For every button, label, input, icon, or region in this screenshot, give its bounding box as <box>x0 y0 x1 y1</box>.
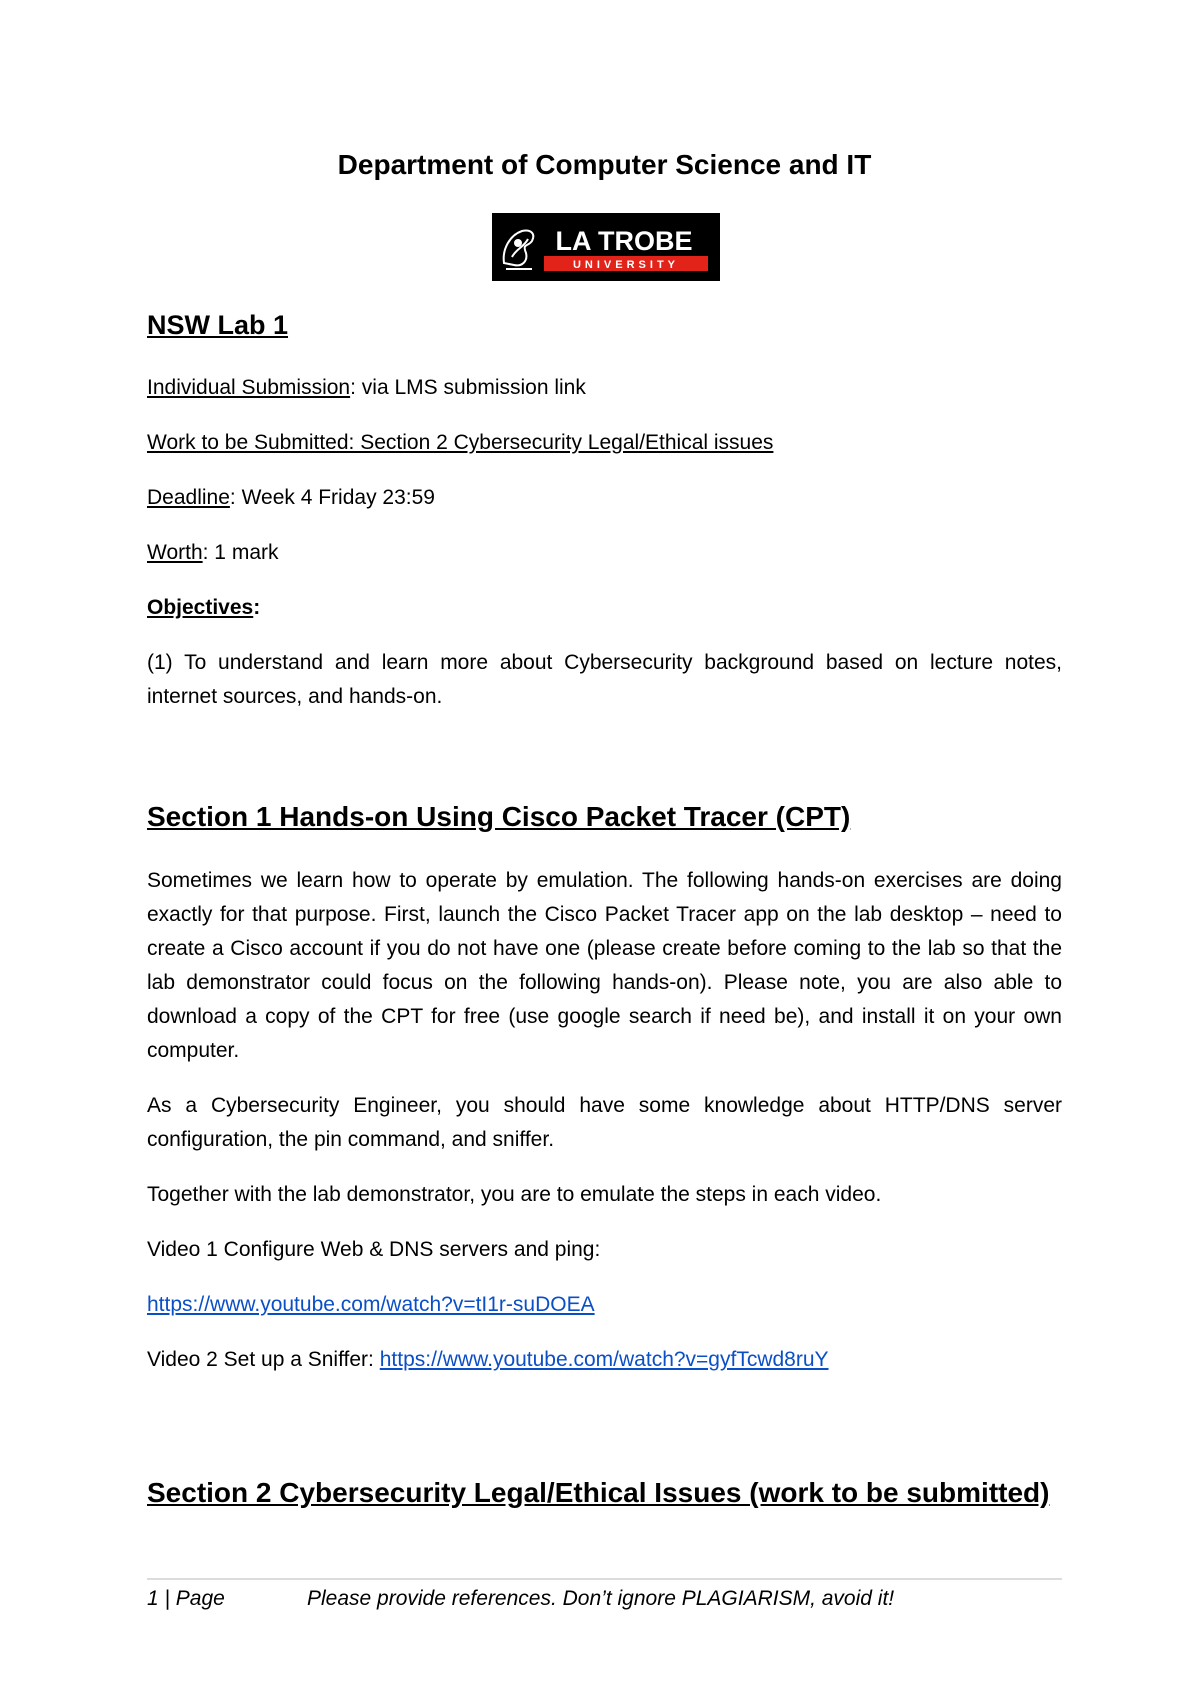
deadline-label: Deadline <box>147 486 230 509</box>
department-title: Department of Computer Science and IT <box>337 149 872 180</box>
logo-graphic <box>492 213 720 281</box>
submission-label: Individual Submission <box>147 376 351 399</box>
objectives-colon: : <box>253 596 261 619</box>
worth-line <box>147 536 1062 570</box>
section1-heading-line <box>147 800 1062 837</box>
lab-title-line <box>147 308 1062 345</box>
worth-value: : 1 mark <box>202 541 279 564</box>
work-line <box>147 426 1062 460</box>
footer-divider <box>147 1578 1062 1580</box>
video2-link[interactable]: https://www.youtube.com/watch?v=gyfTcwd8ruY <box>379 1348 829 1371</box>
page-footer <box>147 1584 1062 1614</box>
section1-paragraph-1: Sometimes we learn how to operate by emulation. The following hands-on exercises are doing exactly for that purpose. First, launch the Cisco Packet Tracer app on the lab desktop – need to create a Cisco account if you do not have one (please create before coming to the lab so that the lab demonstrator could focus on the following hands-on). Please note, you are also able to download a copy of the CPT for free (use google search if need be), and install it on your own computer. <box>147 869 1062 1062</box>
video1-label: Video 1 Configure Web & DNS servers and ping: <box>147 1238 601 1261</box>
objectives-label: Objectives <box>147 596 254 619</box>
section1-paragraph-3: Together with the lab demonstrator, you are to emulate the steps in each video. <box>147 1183 882 1206</box>
footer-note: Please provide references. Don’t ignore PLAGIARISM, avoid it! <box>307 1587 895 1610</box>
video2-line <box>147 1343 1062 1377</box>
video1-link[interactable]: https://www.youtube.com/watch?v=tI1r-suDOEA <box>147 1293 595 1316</box>
video1-link-line <box>147 1288 1062 1322</box>
objective-1: (1) To understand and learn more about Cybersecurity background based on lecture notes, internet sources, and hands-on. <box>147 651 1062 708</box>
la-trobe-logo <box>492 213 720 281</box>
deadline-value: : Week 4 Friday 23:59 <box>229 486 435 509</box>
deadline-line <box>147 481 1062 515</box>
section1-heading: Section 1 Hands-on Using Cisco Packet Tracer (CPT) <box>147 801 851 832</box>
logo-subtitle: UNIVERSITY <box>572 259 680 271</box>
worth-label: Worth <box>147 541 203 564</box>
page-number: 1 | Page <box>147 1587 225 1610</box>
objectives-line <box>147 591 1062 625</box>
submission-line <box>147 371 1062 405</box>
work-to-submit: Work to be Submitted: Section 2 Cybersecurity Legal/Ethical issues <box>147 431 774 454</box>
logo-wordmark: LA TROBE <box>555 226 693 256</box>
section2-heading-line <box>147 1476 1062 1513</box>
logo-emblem-icon <box>504 230 534 269</box>
video2-label: Video 2 Set up a Sniffer: <box>147 1348 380 1371</box>
submission-value: : via LMS submission link <box>350 376 586 399</box>
section2-heading: Section 2 Cybersecurity Legal/Ethical Issues (work to be submitted) <box>147 1477 1050 1508</box>
lab-title: NSW Lab 1 <box>147 310 289 340</box>
section1-paragraph-2: As a Cybersecurity Engineer, you should have some knowledge about HTTP/DNS server configuration, the pin command, and sniffer. <box>147 1094 1062 1151</box>
